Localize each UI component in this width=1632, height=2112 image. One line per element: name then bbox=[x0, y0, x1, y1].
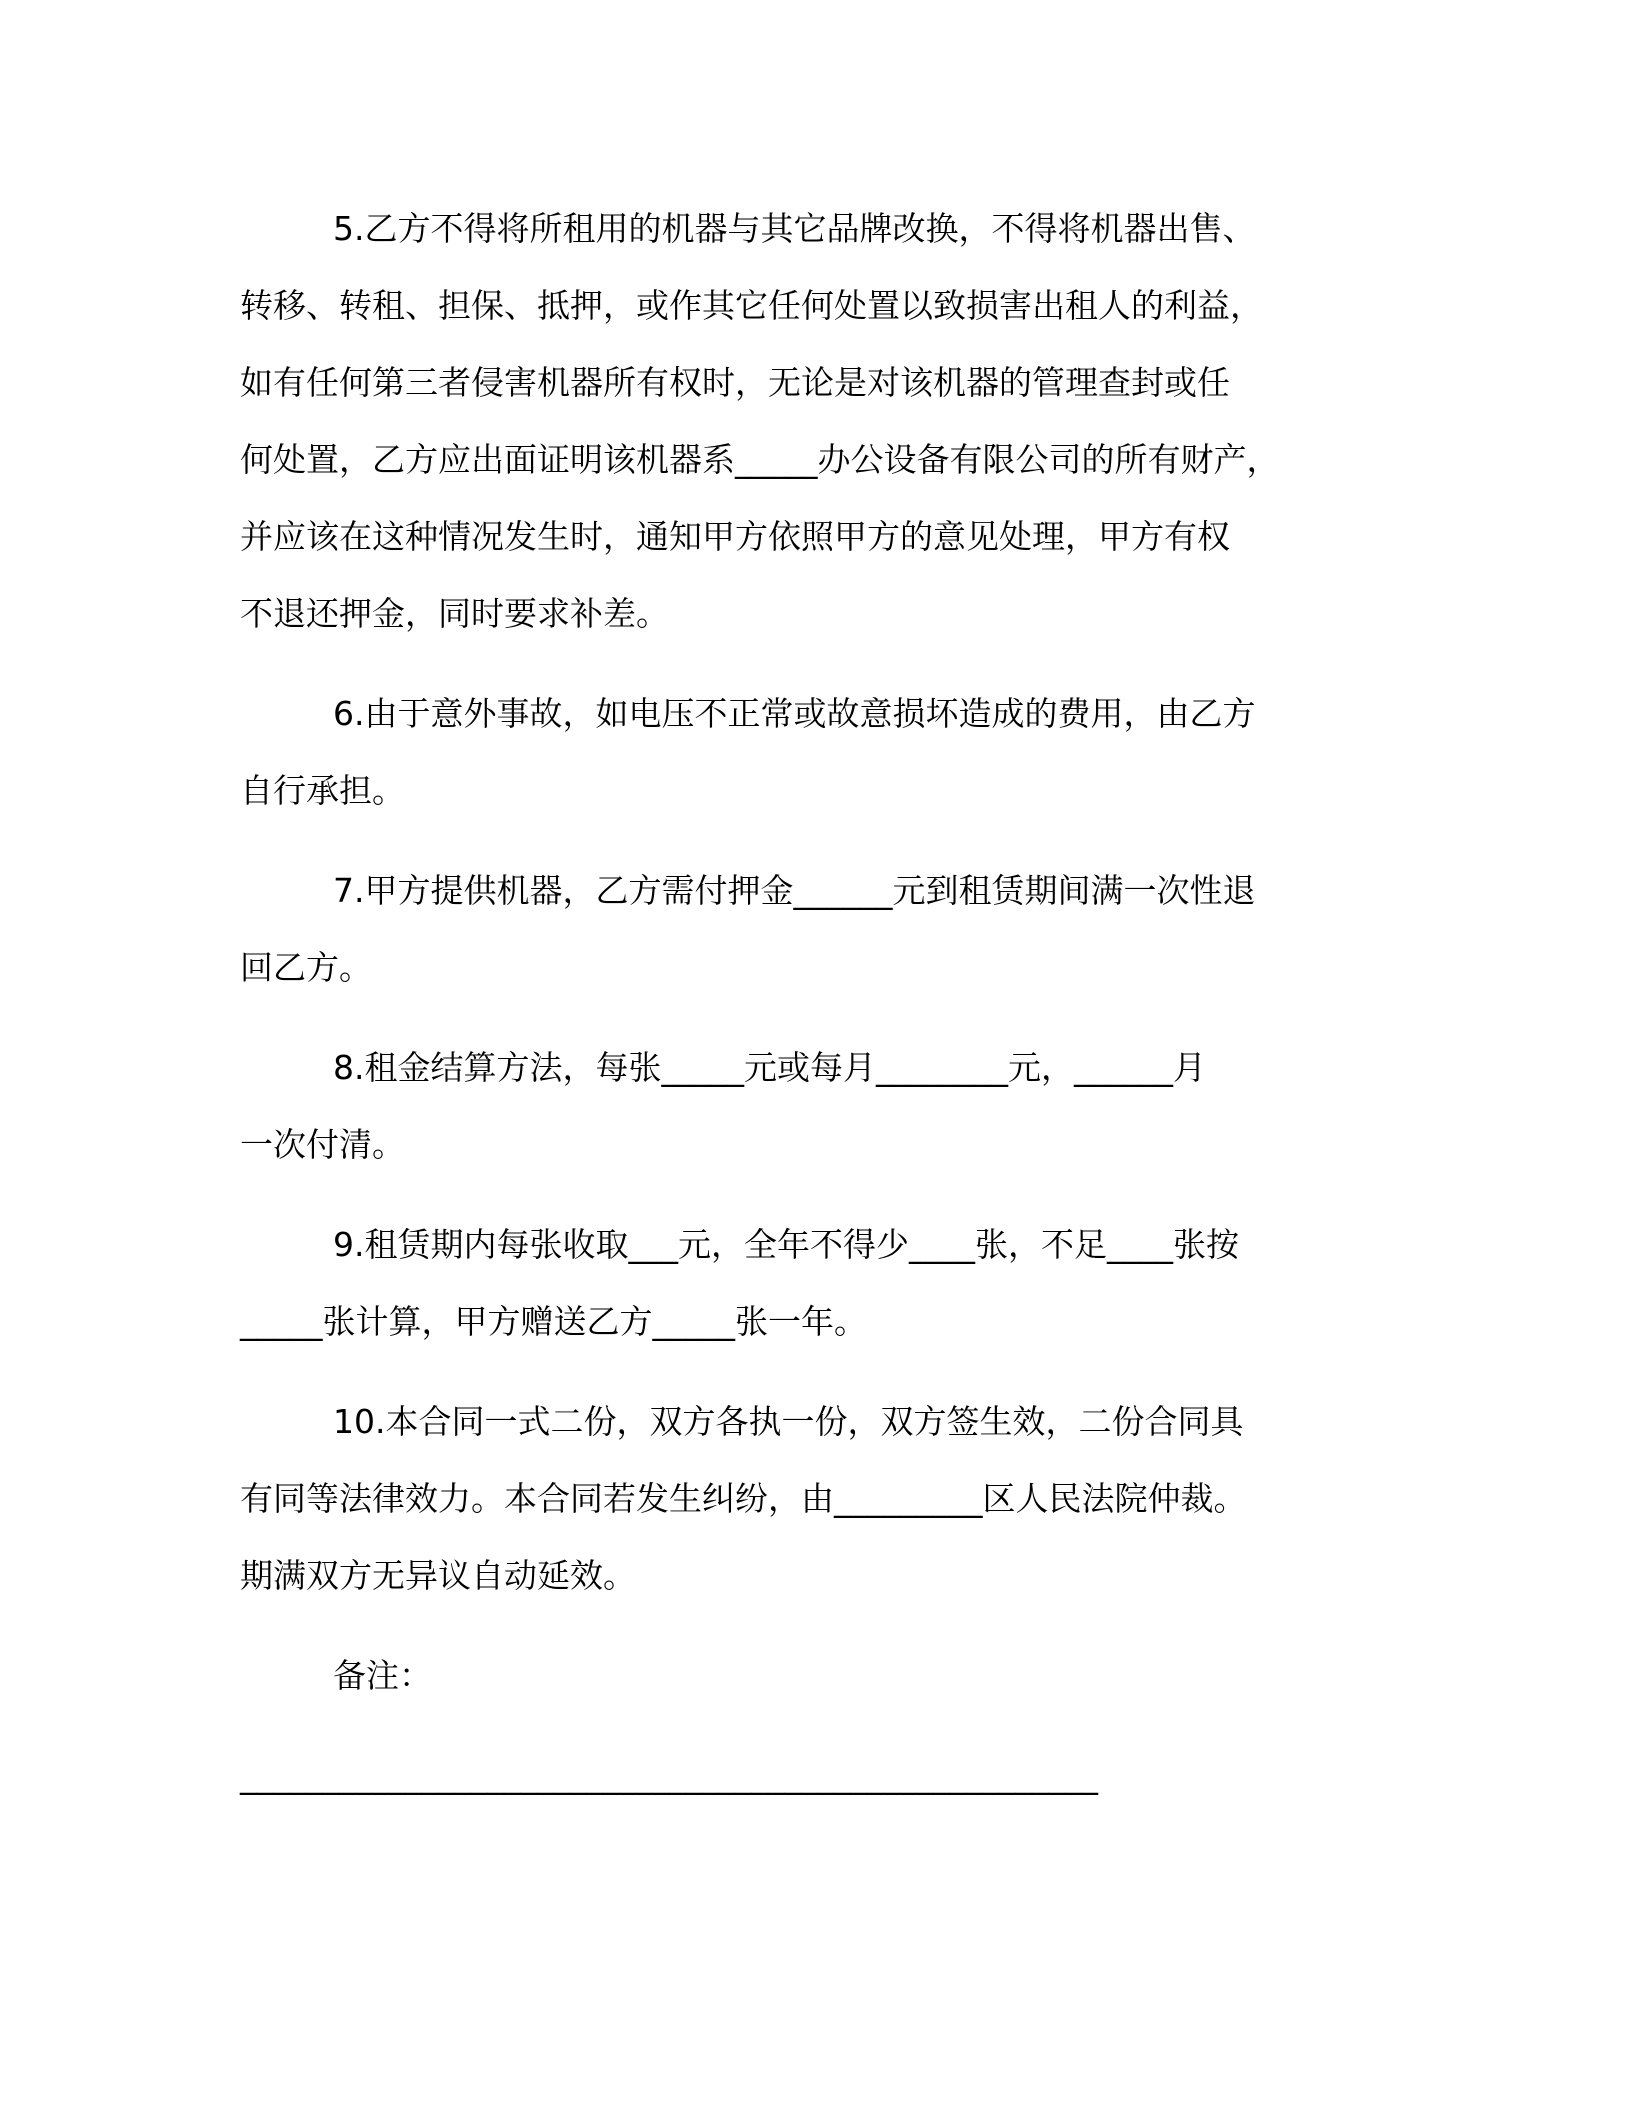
note-blank-line: ____________________________________________________ bbox=[240, 1756, 1098, 1795]
clause-line: 并应该在这种情况发生时，通知甲方依照甲方的意见处理，甲方有权 bbox=[240, 517, 1230, 556]
clause-9 bbox=[240, 1206, 1410, 1360]
clause-line: 回乙方。 bbox=[240, 948, 372, 987]
clause-line: 6.由于意外事故，如电压不正常或故意损坏造成的费用，由乙方 bbox=[333, 694, 1256, 733]
clause-line: 一次付清。 bbox=[240, 1125, 405, 1164]
clause-line: 不退还押金，同时要求补差。 bbox=[240, 594, 669, 633]
note-label: 备注： bbox=[333, 1656, 432, 1695]
clause-7 bbox=[240, 852, 1410, 1006]
clause-5 bbox=[240, 190, 1410, 652]
clause-line: 10.本合同一式二份，双方各执一份，双方签生效，二份合同具 bbox=[333, 1402, 1244, 1441]
clause-8 bbox=[240, 1029, 1410, 1183]
clause-line: 7.甲方提供机器，乙方需付押金______元到租赁期间满一次性退 bbox=[333, 871, 1256, 910]
clause-line: 5.乙方不得将所租用的机器与其它品牌改换，不得将机器出售、 bbox=[333, 209, 1256, 248]
clause-line: 期满双方无异议自动延效。 bbox=[240, 1556, 636, 1595]
clause-6 bbox=[240, 675, 1410, 829]
contract-page bbox=[240, 190, 1410, 1814]
clause-line: 9.租赁期内每张收取___元，全年不得少____张，不足____张按 bbox=[333, 1225, 1239, 1264]
clause-line: 何处置，乙方应出面证明该机器系_____办公设备有限公司的所有财产， bbox=[240, 440, 1280, 479]
clause-line: _____张计算，甲方赠送乙方_____张一年。 bbox=[240, 1302, 867, 1341]
clause-line: 自行承担。 bbox=[240, 771, 405, 810]
clause-line: 8.租金结算方法，每张_____元或每月________元，______月 bbox=[333, 1048, 1206, 1087]
clause-line: 转移、转租、担保、抵押，或作其它任何处置以致损害出租人的利益， bbox=[240, 286, 1263, 325]
clause-10 bbox=[240, 1383, 1410, 1614]
clause-line: 有同等法律效力。本合同若发生纠纷，由_________区人民法院仲裁。 bbox=[240, 1479, 1247, 1518]
clause-line: 如有任何第三者侵害机器所有权时，无论是对该机器的管理查封或任 bbox=[240, 363, 1230, 402]
